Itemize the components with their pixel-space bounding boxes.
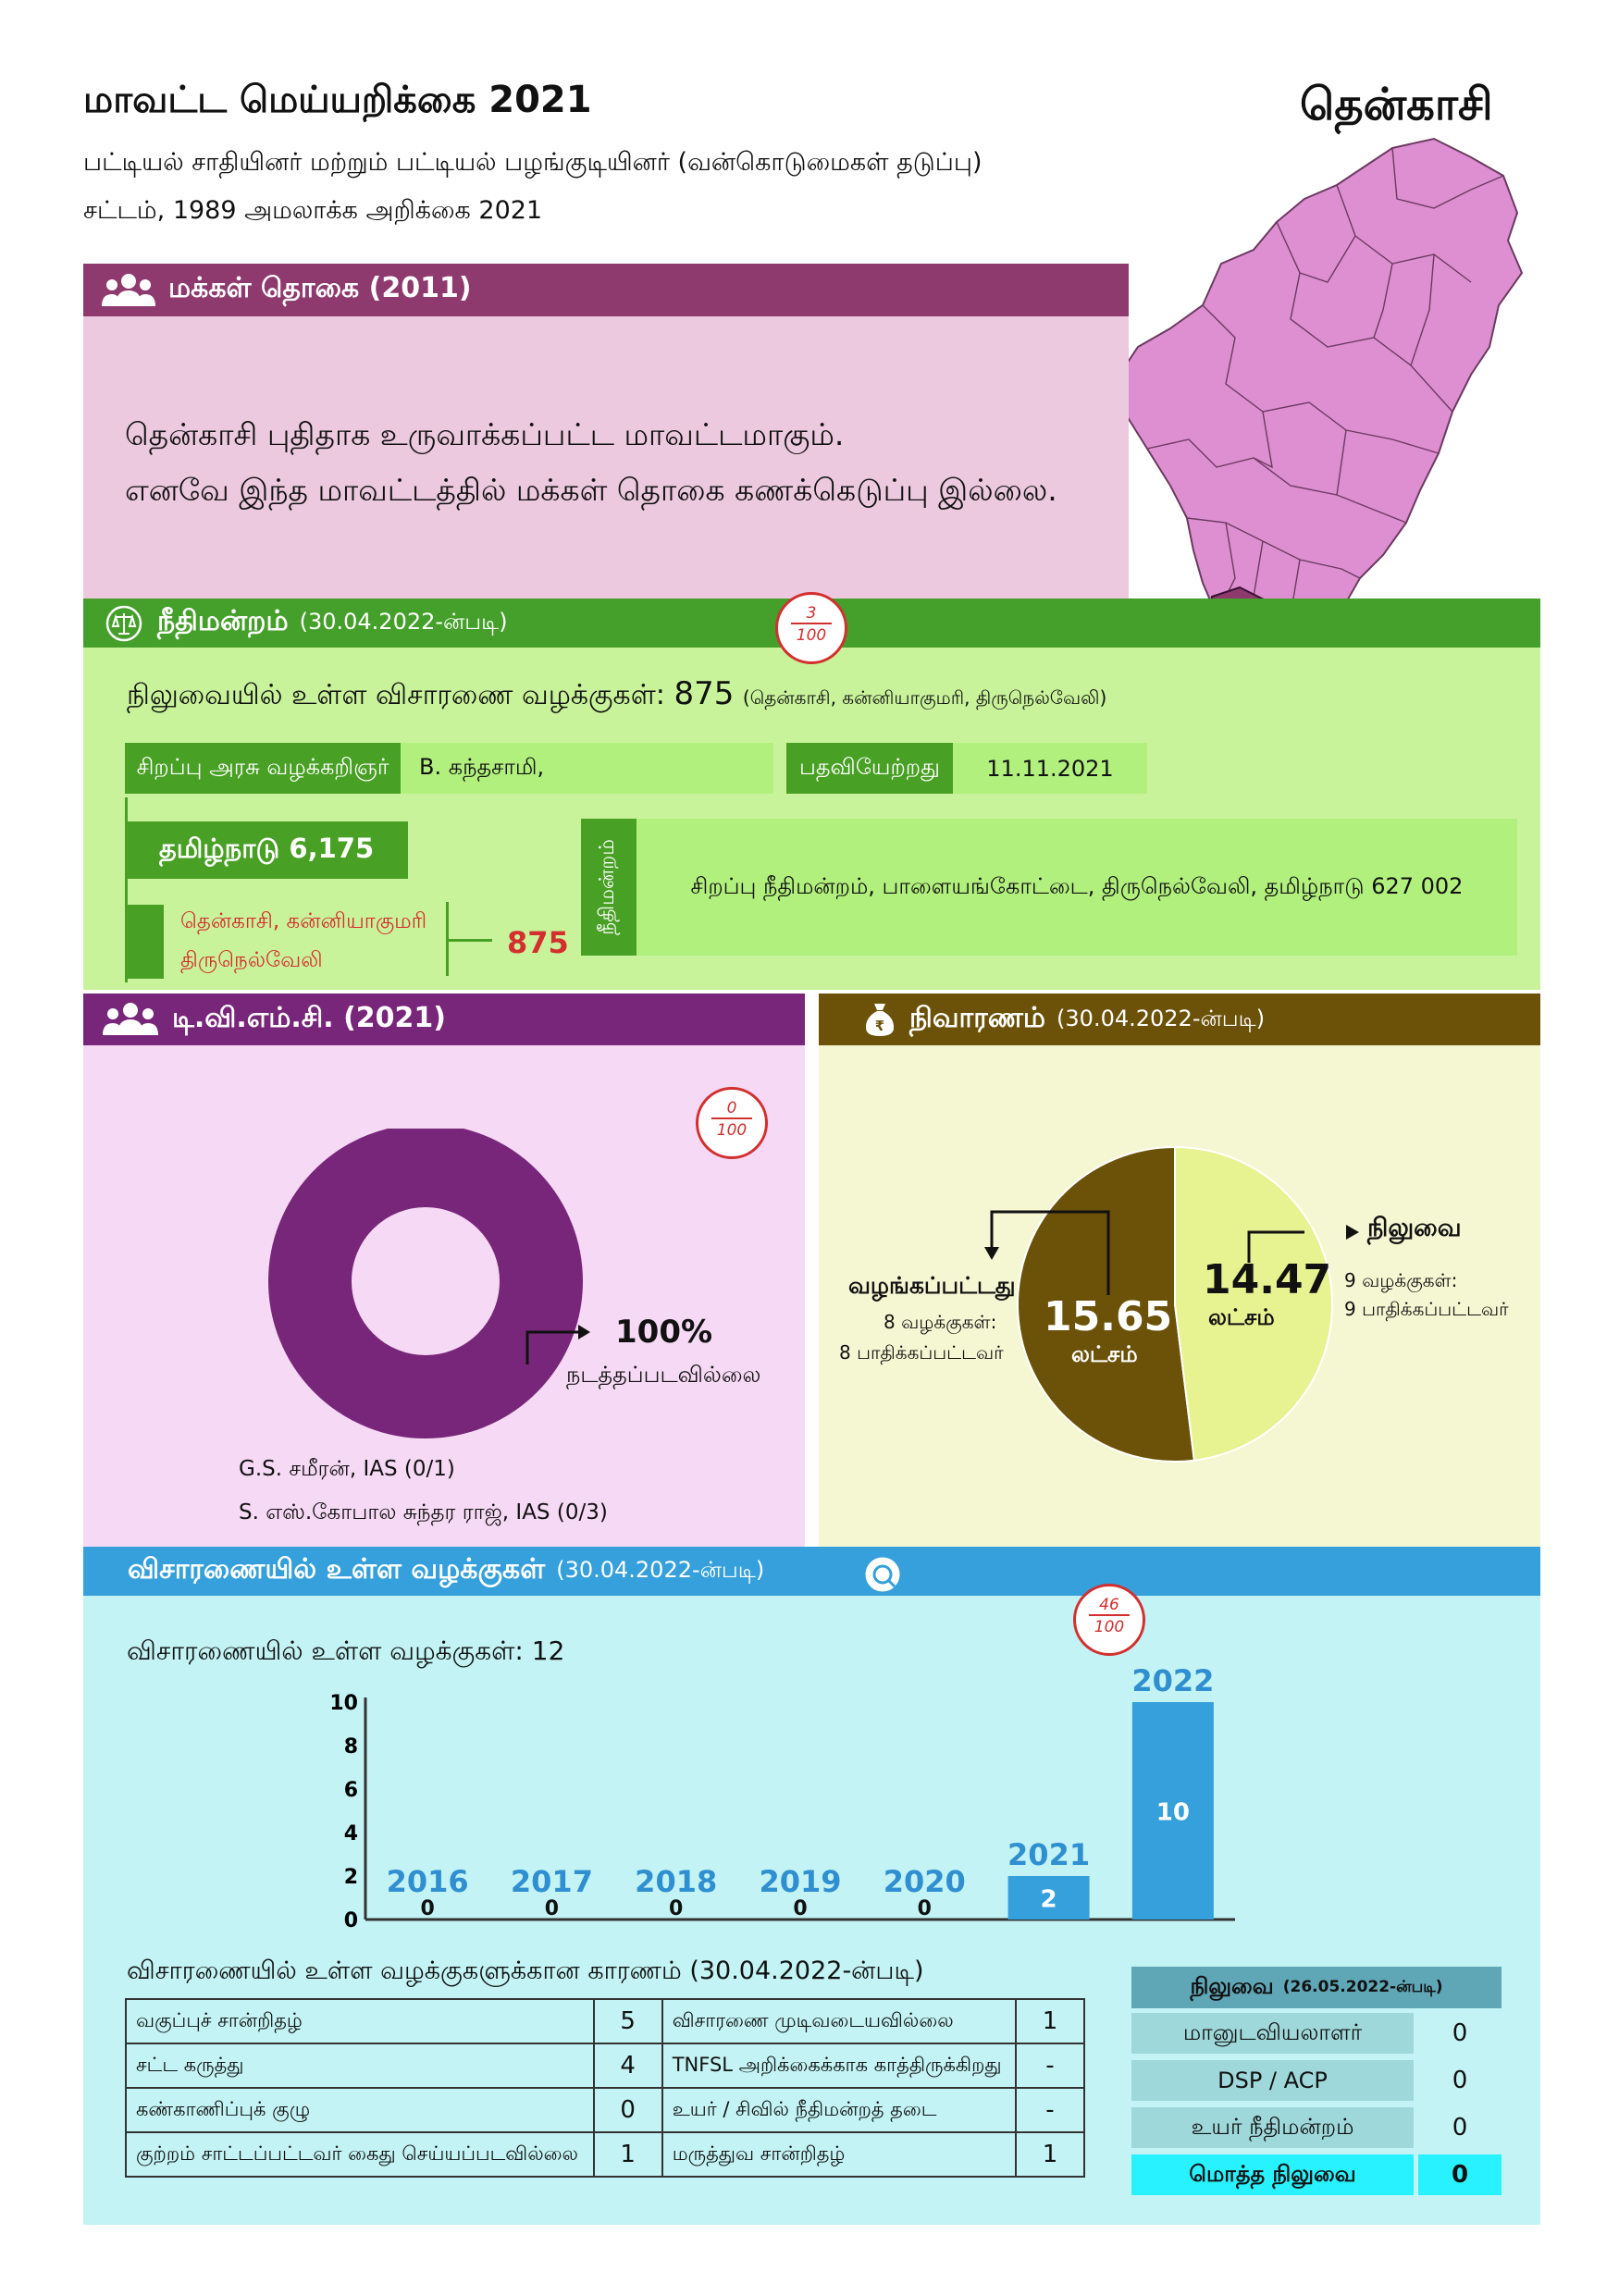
districts-value: 875 [507, 925, 569, 960]
pending-row-label: மானுடவியலாளர் [1131, 2013, 1414, 2054]
reason-label: TNFSL அறிக்கைக்காக காத்திருக்கிறது [662, 2043, 1016, 2088]
paid-victims: 8 பாதிக்கப்பட்டவர் [839, 1341, 1004, 1364]
district-name: தென்காசி [1300, 79, 1493, 130]
joined-value: 11.11.2021 [953, 743, 1147, 794]
population-heading: மக்கள் தொகை (2011) [168, 272, 472, 304]
reason-value: - [1016, 2043, 1084, 2088]
reason-value: 1 [594, 2132, 662, 2177]
page-title: மாவட்ட மெய்யறிக்கை 2021 [83, 79, 592, 121]
tvmc-person-2: S. எஸ்.கோபால சுந்தர ராஜ், IAS (0/3) [239, 1500, 608, 1524]
reason-value: 1 [1016, 2132, 1084, 2177]
paid-label: வழங்கப்பட்டது [848, 1272, 1016, 1299]
data-label: 2 [1040, 1885, 1057, 1914]
data-label: 0 [544, 1897, 560, 1920]
court-vertical-label: நீதிமன்றம் [596, 839, 619, 935]
court-score-stamp [775, 592, 847, 664]
paid-unit: லட்சம் [1071, 1341, 1138, 1367]
x-tick-label: 2019 [759, 1864, 842, 1899]
reason-value: 0 [594, 2088, 662, 2132]
relief-heading: நிவாரணம் [909, 1001, 1046, 1034]
pending-row [1131, 2154, 1502, 2195]
y-tick-label: 6 [343, 1779, 358, 1802]
tvmc-stamp-den: 100 [716, 1121, 748, 1140]
districts-line-2: திருநெல்வேலி [180, 948, 323, 972]
paid-cases: 8 வழக்குகள்: [884, 1311, 997, 1333]
court-heading-date: (30.04.2022-ன்படி) [299, 609, 508, 635]
reason-value: 4 [594, 2043, 662, 2088]
pending-amount: 14.47 [1203, 1256, 1332, 1303]
data-label: 10 [1156, 1798, 1190, 1827]
pending-row [1131, 2060, 1502, 2101]
reason-label: கண்காணிப்புக் குழு [126, 2088, 594, 2132]
population-text [125, 407, 1057, 518]
people-group-icon [102, 1002, 159, 1037]
x-tick-label: 2022 [1131, 1663, 1215, 1698]
relief-heading-date: (30.04.2022-ன்படி) [1057, 1005, 1266, 1031]
data-label: 0 [420, 1897, 435, 1920]
page-subtitle [83, 139, 1193, 235]
money-bag-icon [863, 1001, 896, 1038]
reason-table [125, 1998, 1085, 2178]
tvmc-header [83, 994, 805, 1045]
districts-bar [125, 905, 164, 979]
cases-score-stamp [1073, 1584, 1145, 1656]
court-heading: நீதிமன்றம் [157, 605, 289, 637]
pending-row-value: 0 [1418, 2107, 1502, 2148]
people-group-icon [102, 273, 155, 308]
tvmc-donut-chart [268, 1129, 620, 1480]
reason-row [126, 2088, 1084, 2132]
y-tick-label: 10 [329, 1692, 358, 1715]
pending-victims: 9 பாதிக்கப்பட்டவர் [1344, 1298, 1509, 1320]
tn-total-box [125, 821, 408, 879]
reason-value: - [1016, 2088, 1084, 2132]
court-pending-label: நிலுவையில் உள்ள விசாரணை வழக்குகள்: [127, 679, 665, 711]
scales-icon [105, 605, 142, 642]
pending-row-label: உயர் நீதிமன்றம் [1131, 2107, 1414, 2148]
districts-tick [446, 939, 492, 942]
pending-row-value: 0 [1418, 2060, 1502, 2101]
y-tick-label: 0 [343, 1909, 358, 1932]
pending-title-bar [1131, 1967, 1502, 2008]
cases-heading-date: (30.04.2022-ன்படி) [556, 1557, 765, 1583]
cases-header [83, 1547, 1540, 1596]
tvmc-percent: 100% [615, 1314, 713, 1351]
reason-label: குற்றம் சாட்டப்பட்டவர் கைது செய்யப்படவில்லை [126, 2132, 594, 2177]
cases-count: விசாரணையில் உள்ள வழக்குகள்: 12 [127, 1636, 565, 1666]
data-label: 0 [917, 1897, 932, 1920]
x-tick-label: 2016 [386, 1864, 469, 1899]
population-line-2: எனவே இந்த மாவட்டத்தில் மக்கள் தொகை கணக்கெடுப்பு இல்லை. [125, 472, 1057, 508]
reason-row [126, 2132, 1084, 2177]
reason-label: உயர் / சிவில் நீதிமன்றத் தடை [662, 2088, 1016, 2132]
reason-value: 1 [1016, 1999, 1084, 2043]
court-stamp-den: 100 [796, 626, 827, 645]
tvmc-stamp-num: 0 [711, 1099, 752, 1119]
y-tick-label: 8 [343, 1735, 358, 1759]
pending-unit: லட்சம் [1208, 1304, 1275, 1330]
pending-table-date: (26.05.2022-ன்படி) [1282, 1977, 1443, 1996]
svg-text:₹: ₹ [874, 1018, 885, 1034]
cases-stamp-den: 100 [1094, 1618, 1125, 1636]
subtitle-line-1: பட்டியல் சாதியினர் மற்றும் பட்டியல் பழங்குடியினர் (வன்கொடுமைகள் தடுப்பு) [83, 148, 983, 177]
pending-row-value: 0 [1418, 2154, 1502, 2195]
cases-heading: விசாரணையில் உள்ள வழக்குகள் [128, 1553, 546, 1586]
tn-total: தமிழ்நாடு 6,175 [158, 833, 375, 864]
y-tick-label: 2 [343, 1866, 358, 1889]
x-tick-label: 2018 [635, 1864, 718, 1899]
court-pending-note: (தென்காசி, கன்னியாகுமரி, திருநெல்வேலி) [742, 686, 1107, 709]
court-address-box [581, 819, 636, 956]
population-line-1: தென்காசி புதிதாக உருவாக்கப்பட்ட மாவட்டமாகும். [125, 416, 845, 452]
tvmc-heading: டி.வி.எம்.சி. (2021) [172, 1001, 447, 1034]
data-label: 0 [669, 1897, 684, 1920]
relief-header [819, 994, 1540, 1045]
pending-row [1131, 2107, 1502, 2148]
subtitle-line-2: சட்டம், 1989 அமலாக்க அறிக்கை 2021 [83, 196, 543, 225]
reason-label: வகுப்புச் சான்றிதழ் [126, 1999, 594, 2043]
pending-cases: 9 வழக்குகள்: [1344, 1269, 1458, 1291]
pending-row-label: மொத்த நிலுவை [1131, 2154, 1414, 2195]
reason-row [126, 2043, 1084, 2088]
court-pending-line [127, 675, 1106, 715]
districts-text [180, 902, 426, 980]
spp-value: B. கந்தசாமி, [401, 743, 773, 794]
pending-row-value: 0 [1418, 2013, 1502, 2054]
court-address: சிறப்பு நீதிமன்றம், பாளையங்கோட்டை, திருநெல்வேலி, தமிழ்நாடு 627 002 [690, 872, 1464, 899]
reason-value: 5 [594, 1999, 662, 2043]
cases-stamp-num: 46 [1089, 1596, 1130, 1616]
reason-row [126, 1999, 1084, 2043]
court-address-panel [636, 819, 1517, 956]
tvmc-person-1: G.S. சமீரன், IAS (0/1) [239, 1457, 455, 1481]
pending-row [1131, 2013, 1502, 2054]
spp-label: சிறப்பு அரசு வழக்கறிஞர் [125, 743, 401, 794]
y-tick-label: 4 [343, 1822, 358, 1845]
reason-label: சட்ட கருத்து [126, 2043, 594, 2088]
data-label: 0 [793, 1897, 808, 1920]
x-tick-label: 2021 [1007, 1837, 1091, 1872]
x-tick-label: 2017 [510, 1864, 593, 1899]
tvmc-score-stamp [696, 1087, 768, 1159]
reason-label: விசாரணை முடிவடையவில்லை [662, 1999, 1016, 2043]
cases-bar-chart [305, 1660, 1304, 1938]
reason-title: விசாரணையில் உள்ள வழக்குகளுக்கான காரணம் (30.04.2022-ன்படி) [127, 1957, 924, 1985]
court-pending-value: 875 [674, 675, 735, 712]
reason-label: மருத்துவ சான்றிதழ் [662, 2132, 1016, 2177]
pending-table-title: நிலுவை [1190, 1973, 1274, 1999]
pending-arrow-head [1346, 1225, 1359, 1240]
tvmc-percent-label: நடத்தப்படவில்லை [566, 1362, 761, 1388]
paid-amount: 15.65 [1044, 1293, 1173, 1340]
tvmc-donut-ring [310, 1166, 541, 1397]
districts-line-1: தென்காசி, கன்னியாகுமரி [180, 909, 427, 933]
pending-row-label: DSP / ACP [1131, 2060, 1414, 2101]
x-tick-label: 2020 [883, 1864, 966, 1899]
court-stamp-num: 3 [791, 604, 832, 624]
pending-label: நிலுவை [1367, 1214, 1462, 1242]
joined-label: பதவியேற்றது [786, 743, 953, 794]
population-header [83, 264, 1129, 316]
